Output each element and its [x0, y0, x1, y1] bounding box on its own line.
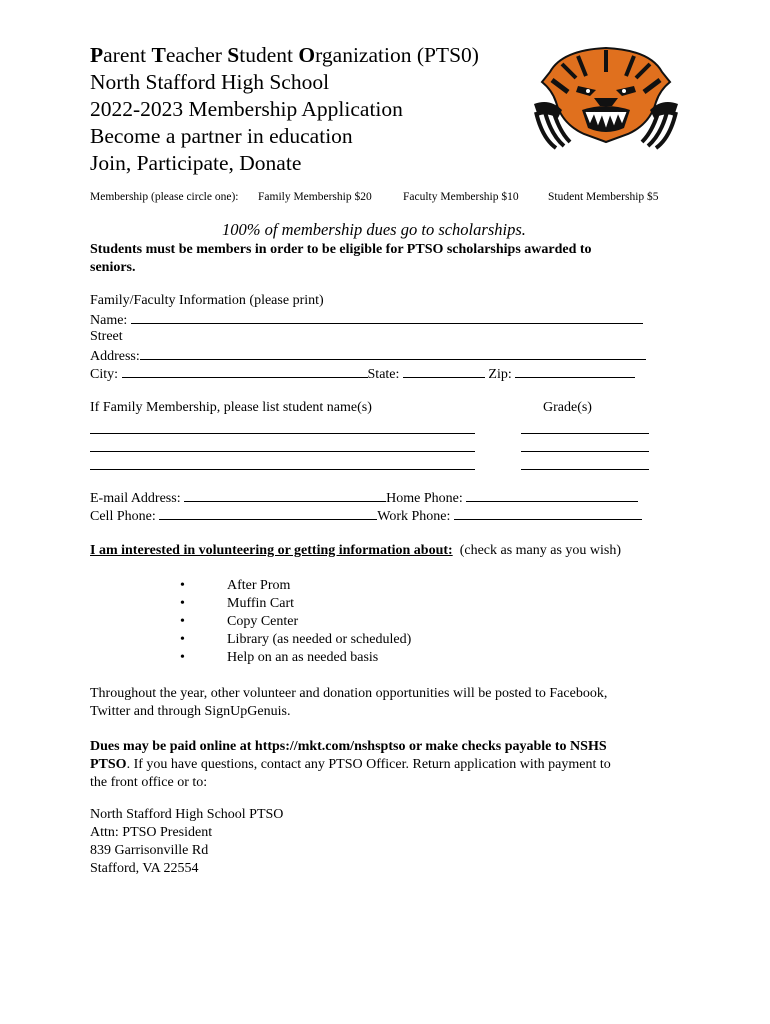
work-phone-label: Work Phone:	[377, 509, 451, 524]
tagline-partner: Become a partner in education	[90, 124, 353, 148]
mailing-line2: Attn: PTSO President	[90, 825, 213, 840]
email-field[interactable]	[184, 488, 386, 502]
title-word-teacher: eacher	[165, 43, 228, 67]
dues-line2	[90, 756, 611, 774]
dues-line3: the front office or to:	[90, 775, 208, 790]
cell-work-row	[90, 506, 642, 526]
grade-field-3[interactable]	[521, 455, 649, 470]
eligibility-line2: seniors.	[90, 260, 136, 275]
tagline-join: Join, Participate, Donate	[90, 151, 302, 175]
title-initial-s: S	[227, 43, 240, 67]
opportunities-line1: Throughout the year, other volunteer and donation opportunities will be posted to Facebook,	[90, 686, 608, 701]
family-membership-option[interactable]: Family Membership $20	[258, 191, 372, 203]
title-word-student: tudent	[239, 43, 299, 67]
name-field[interactable]	[131, 310, 643, 324]
eligibility-line1: Students must be members in order to be eligible for PTSO scholarships awarded to	[90, 242, 592, 257]
volunteer-item-library[interactable]: • Library (as needed or scheduled)	[180, 631, 411, 649]
name-row	[90, 310, 643, 330]
volunteer-list	[180, 577, 411, 667]
scholarship-note: 100% of membership dues go to scholarships.	[222, 220, 526, 239]
dues-line1: Dues may be paid online at https://mkt.com/nshsptso or make checks payable to NSHS	[90, 739, 607, 754]
zip-label: Zip:	[488, 367, 512, 382]
volunteer-item-after-prom[interactable]: • After Prom	[180, 577, 411, 595]
title-word-parent: arent	[103, 43, 152, 67]
email-home-row	[90, 488, 638, 508]
opportunities-line2: Twitter and through SignUpGenuis.	[90, 704, 291, 719]
city-label: City:	[90, 367, 119, 382]
address-label: Address:	[90, 349, 140, 364]
dues-ptso-bold: PTSO	[90, 757, 127, 772]
address-row	[90, 346, 646, 366]
info-heading: Family/Faculty Information (please print)	[90, 293, 324, 308]
volunteer-note: (check as many as you wish)	[459, 543, 622, 558]
student-name-field-2[interactable]	[90, 437, 475, 452]
dues-line2-rest: . If you have questions, contact any PTSO Officer. Return application with payment to	[126, 757, 611, 772]
grade-field-1[interactable]	[521, 419, 649, 434]
cell-phone-field[interactable]	[159, 506, 377, 520]
organization-title	[90, 42, 479, 69]
title-word-organization: rganization (PTS0)	[315, 43, 479, 67]
volunteer-item-as-needed[interactable]: • Help on an as needed basis	[180, 649, 411, 667]
grades-label: Grade(s)	[543, 400, 592, 415]
school-name: North Stafford High School	[90, 70, 330, 94]
mailing-line3: 839 Garrisonville Rd	[90, 843, 209, 858]
cell-phone-label: Cell Phone:	[90, 509, 156, 524]
application-year: 2022-2023 Membership Application	[90, 97, 403, 121]
address-field[interactable]	[140, 346, 646, 360]
mascot-logo-icon	[532, 42, 680, 152]
student-name-field-1[interactable]	[90, 419, 475, 434]
home-phone-field[interactable]	[466, 488, 638, 502]
city-state-zip-row	[90, 364, 635, 384]
student-membership-option[interactable]: Student Membership $5	[548, 191, 659, 203]
student-name-field-3[interactable]	[90, 455, 475, 470]
city-field[interactable]	[122, 364, 368, 378]
membership-label: Membership (please circle one):	[90, 191, 239, 203]
mailing-line4: Stafford, VA 22554	[90, 861, 199, 876]
work-phone-field[interactable]	[454, 506, 642, 520]
volunteer-item-muffin-cart[interactable]: • Muffin Cart	[180, 595, 411, 613]
volunteer-item-copy-center[interactable]: • Copy Center	[180, 613, 411, 631]
grade-field-2[interactable]	[521, 437, 649, 452]
title-initial-p: P	[90, 43, 104, 67]
name-label: Name:	[90, 313, 128, 328]
title-initial-o: O	[298, 43, 316, 67]
volunteer-heading-row	[90, 542, 621, 560]
title-initial-t: T	[151, 43, 166, 67]
faculty-membership-option[interactable]: Faculty Membership $10	[403, 191, 519, 203]
email-label: E-mail Address:	[90, 491, 181, 506]
mailing-line1: North Stafford High School PTSO	[90, 807, 284, 822]
street-label: Street	[90, 329, 123, 344]
state-field[interactable]	[403, 364, 485, 378]
student-names-label: If Family Membership, please list student name(s)	[90, 400, 372, 415]
state-label: State:	[367, 367, 400, 382]
title-block	[90, 42, 479, 177]
volunteer-heading: I am interested in volunteering or getting information about:	[90, 543, 453, 558]
home-phone-label: Home Phone:	[386, 491, 463, 506]
zip-field[interactable]	[515, 364, 635, 378]
